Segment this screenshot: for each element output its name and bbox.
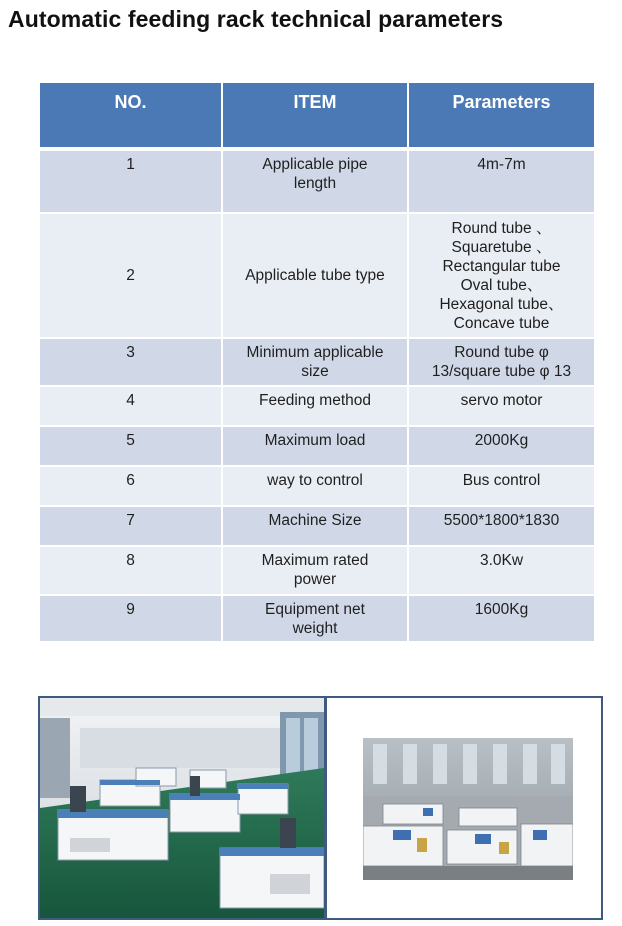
cell-item: [222, 595, 408, 642]
cell-no: 2: [39, 213, 222, 338]
header-parameters: Parameters: [408, 82, 595, 149]
cell-param: [408, 546, 595, 595]
cell-no: 5: [39, 426, 222, 466]
cell-param-line: Concave tube: [453, 315, 550, 332]
cell-item-line: Applicable pipe: [262, 156, 368, 173]
cell-item: [222, 149, 408, 213]
cell-item: [222, 466, 408, 506]
cell-param: [408, 466, 595, 506]
cell-item-line: Maximum load: [264, 432, 366, 449]
table-row: [39, 426, 595, 466]
cell-no: 7: [39, 506, 222, 546]
cell-param-line: Squaretube 、: [451, 239, 552, 256]
cell-item-line: way to control: [267, 472, 363, 489]
table-row: [39, 213, 595, 338]
cell-item: [222, 338, 408, 386]
cell-param-line: 4m-7m: [477, 156, 526, 173]
cell-item: [222, 426, 408, 466]
table-row: [39, 338, 595, 386]
cell-param-line: Oval tube、: [460, 277, 543, 294]
cell-param-line: 5500*1800*1830: [443, 512, 560, 529]
cell-no: 6: [39, 466, 222, 506]
cell-param: [408, 149, 595, 213]
cell-param-line: Round tube φ: [454, 344, 549, 361]
cell-item-line: Equipment net: [265, 601, 365, 618]
cell-param-line: 1600Kg: [474, 601, 529, 618]
production-line-illustration: [363, 738, 573, 880]
cell-item: [222, 386, 408, 426]
table-row: [39, 149, 595, 213]
cell-no: 9: [39, 595, 222, 642]
cell-item-line: Minimum applicable: [246, 344, 384, 361]
table-row: [39, 546, 595, 595]
cell-param-line: 13/square tube φ 13: [431, 363, 572, 380]
cell-param-line: 2000Kg: [474, 432, 529, 449]
cell-param: [408, 426, 595, 466]
cell-param-line: Rectangular tube: [442, 258, 561, 275]
page-title: Automatic feeding rack technical parameters: [8, 6, 504, 32]
cell-no: 4: [39, 386, 222, 426]
cell-param-line: Hexagonal tube、: [439, 296, 564, 313]
header-item: ITEM: [222, 82, 408, 149]
cell-param-line: Bus control: [462, 472, 541, 489]
cell-param-line: 3.0Kw: [479, 552, 524, 569]
cell-param: [408, 338, 595, 386]
table-header-row: [39, 82, 595, 149]
header-no: NO.: [39, 82, 222, 149]
cell-no: 1: [39, 149, 222, 213]
cell-param: [408, 386, 595, 426]
parameters-table: [38, 81, 596, 643]
cell-param-line: Round tube 、: [451, 220, 552, 237]
cell-item: [222, 506, 408, 546]
factory-floor-illustration: [40, 698, 324, 918]
factory-photo-left: [38, 696, 326, 920]
table-row: [39, 506, 595, 546]
cell-param: [408, 213, 595, 338]
factory-photo-right: [363, 738, 573, 880]
cell-item-line: Applicable tube type: [245, 267, 385, 284]
cell-param: [408, 506, 595, 546]
cell-param: [408, 595, 595, 642]
table-row: [39, 595, 595, 642]
cell-item-line: Maximum rated: [261, 552, 369, 569]
table-row: [39, 466, 595, 506]
cell-item-line: power: [293, 571, 337, 588]
table-row: [39, 386, 595, 426]
cell-item-line: Feeding method: [258, 392, 372, 409]
cell-item-line: weight: [292, 620, 338, 637]
factory-photo-right-frame: [325, 696, 603, 920]
cell-item-line: size: [301, 363, 329, 380]
cell-no: 8: [39, 546, 222, 595]
cell-item: [222, 213, 408, 338]
cell-item-line: Machine Size: [268, 512, 362, 529]
cell-param-line: servo motor: [460, 392, 543, 409]
cell-item: [222, 546, 408, 595]
cell-item-line: length: [293, 175, 337, 192]
cell-no: 3: [39, 338, 222, 386]
